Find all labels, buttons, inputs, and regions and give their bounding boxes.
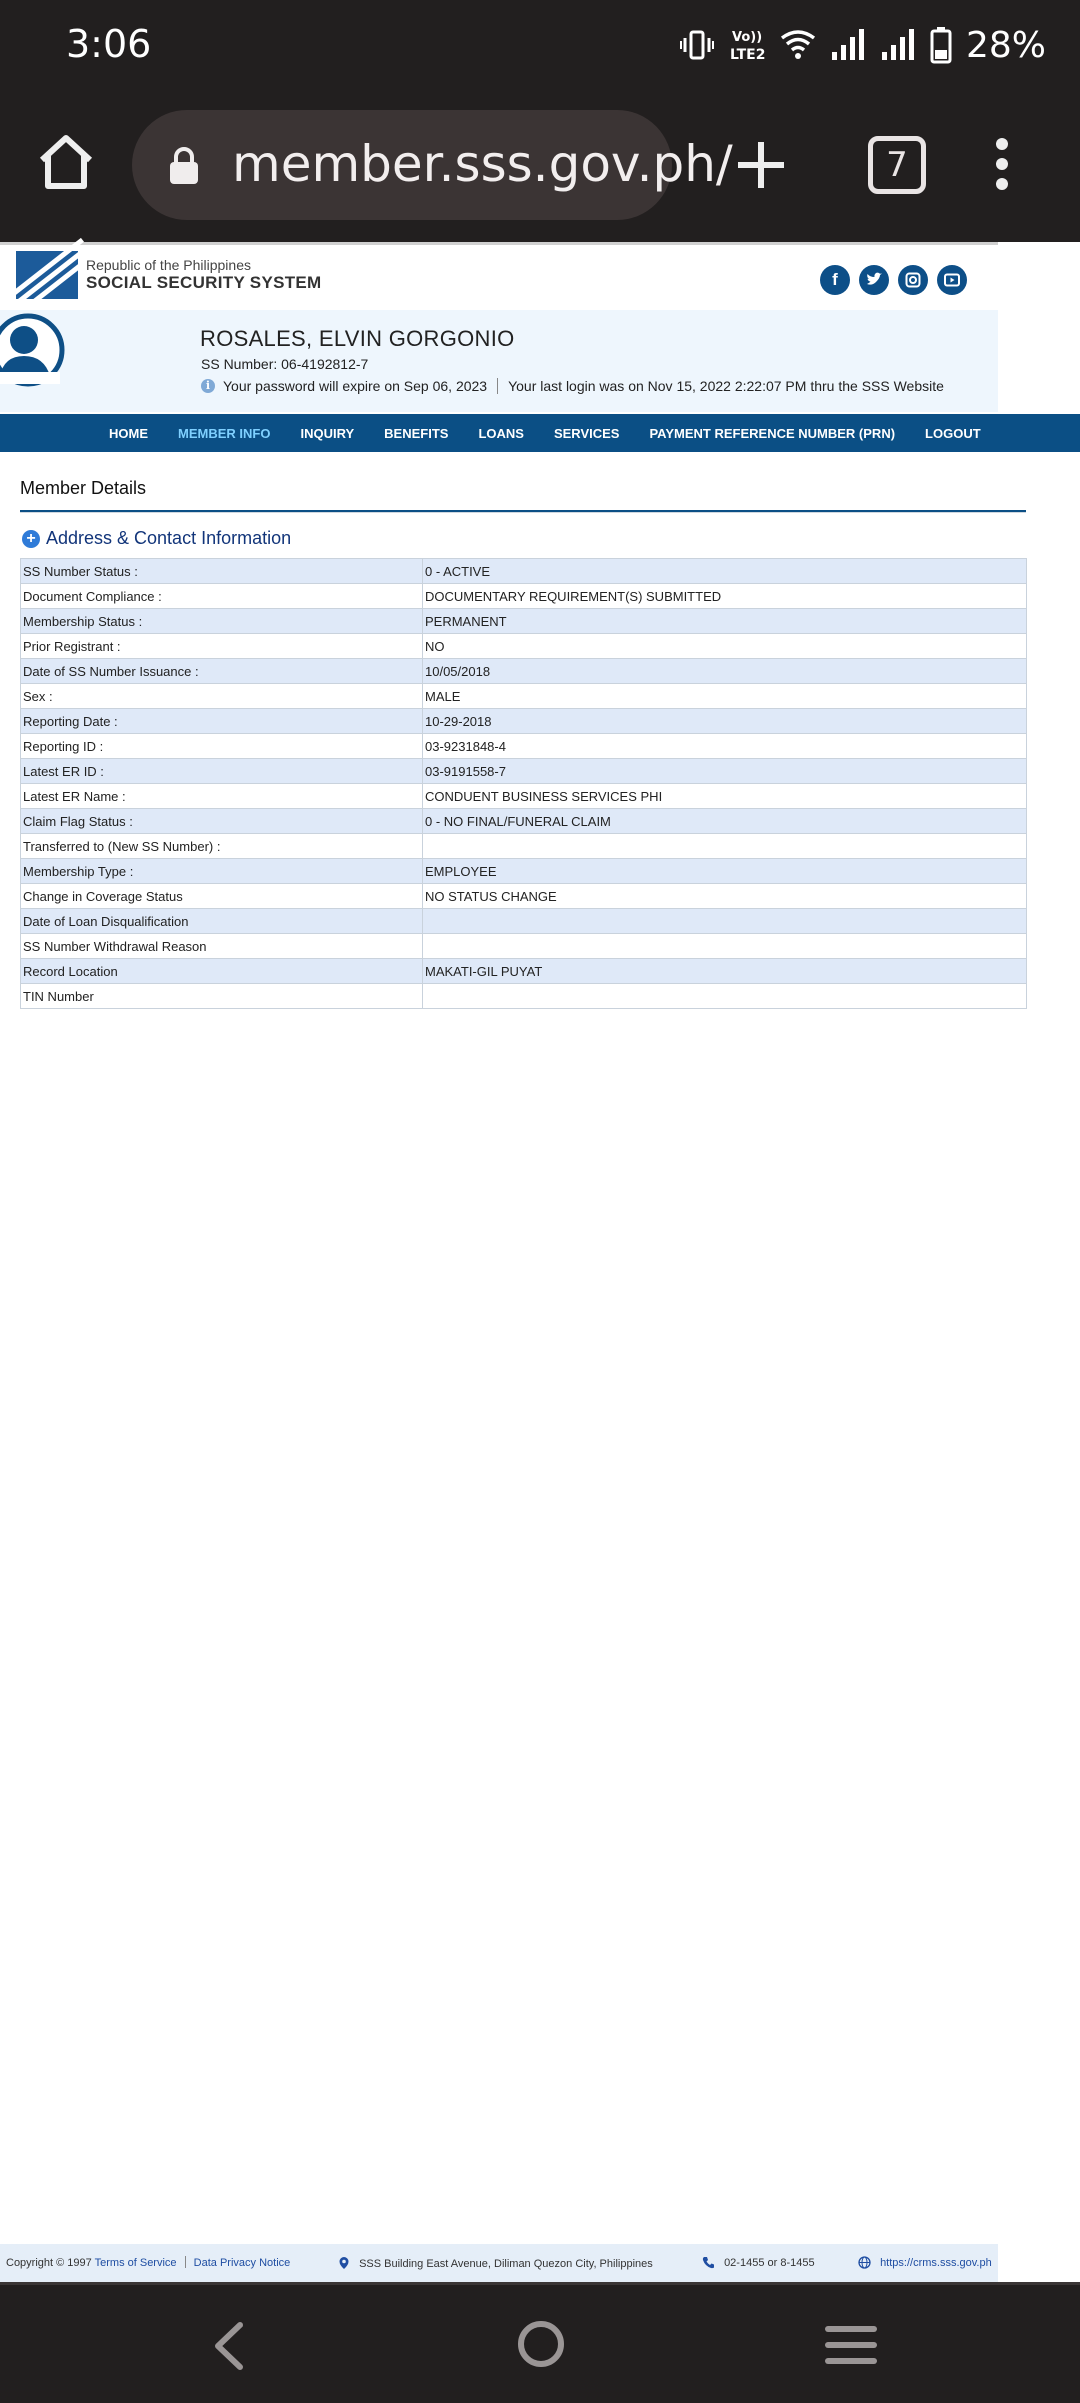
detail-value: 0 - NO FINAL/FUNERAL CLAIM <box>423 809 1027 834</box>
status-bar <box>0 0 1080 90</box>
nav-member-info[interactable]: MEMBER INFO <box>178 425 271 441</box>
logo-title: SOCIAL SECURITY SYSTEM <box>86 273 322 292</box>
nav-loans[interactable]: LOANS <box>478 425 524 441</box>
detail-label: Sex : <box>21 684 423 709</box>
footer-phone: 02-1455 or 8-1455 <box>724 2257 815 2269</box>
battery-icon <box>930 26 952 64</box>
nav-benefits[interactable]: BENEFITS <box>384 425 449 441</box>
svg-text:LTE2: LTE2 <box>729 47 766 63</box>
member-details-table <box>20 558 1027 1009</box>
detail-label: Membership Type : <box>21 859 423 884</box>
facebook-icon[interactable]: f <box>820 265 850 295</box>
detail-label: Change in Coverage Status <box>21 884 423 909</box>
instagram-icon[interactable] <box>898 265 928 295</box>
table-row <box>21 984 1027 1009</box>
page-title: Member Details <box>20 478 147 498</box>
terms-link[interactable]: Terms of Service <box>94 2257 177 2269</box>
table-row <box>21 759 1027 784</box>
table-row <box>21 909 1027 934</box>
avatar-icon <box>0 310 70 400</box>
tab-switcher-button[interactable]: 7 <box>868 136 926 194</box>
youtube-icon[interactable] <box>937 265 967 295</box>
detail-value <box>423 934 1027 959</box>
detail-label: Claim Flag Status : <box>21 809 423 834</box>
accordion-label[interactable]: Address & Contact Information <box>46 528 292 548</box>
detail-value: MALE <box>423 684 1027 709</box>
detail-label: Reporting Date : <box>21 709 423 734</box>
sss-logo[interactable] <box>16 251 322 299</box>
footer-address: SSS Building East Avenue, Diliman Quezon City, Philippines <box>359 2258 653 2270</box>
signal-icon <box>880 28 916 62</box>
wifi-icon <box>780 28 816 62</box>
table-row <box>21 884 1027 909</box>
address-contact-toggle[interactable] <box>22 528 291 549</box>
detail-value: PERMANENT <box>423 609 1027 634</box>
table-row <box>21 584 1027 609</box>
main-nav <box>0 414 1080 452</box>
detail-label: SS Number Withdrawal Reason <box>21 934 423 959</box>
ss-number: SS Number: 06-4192812-7 <box>201 356 369 372</box>
browser-toolbar <box>0 90 1080 242</box>
back-icon[interactable] <box>210 2321 246 2376</box>
detail-label: Transferred to (New SS Number) : <box>21 834 423 859</box>
more-options-icon[interactable] <box>992 134 1012 199</box>
status-time: 3:06 <box>66 22 152 66</box>
detail-label: Reporting ID : <box>21 734 423 759</box>
home-icon[interactable] <box>36 130 96 194</box>
detail-value <box>423 984 1027 1009</box>
privacy-link[interactable]: Data Privacy Notice <box>193 2257 291 2269</box>
detail-value: 0 - ACTIVE <box>423 559 1027 584</box>
last-login: Your last login was on Nov 15, 2022 2:22:07 PM thru the SSS Website <box>508 378 944 394</box>
detail-value: DOCUMENTARY REQUIREMENT(S) SUBMITTED <box>423 584 1027 609</box>
nav-prn[interactable]: PAYMENT REFERENCE NUMBER (PRN) <box>649 425 896 441</box>
globe-icon <box>858 2256 871 2272</box>
detail-value: NO STATUS CHANGE <box>423 884 1027 909</box>
web-page <box>0 242 1080 2282</box>
detail-label: TIN Number <box>21 984 423 1009</box>
member-name: ROSALES, ELVIN GORGONIO <box>200 326 515 351</box>
detail-label: Membership Status : <box>21 609 423 634</box>
signal-icon <box>830 28 866 62</box>
table-row <box>21 634 1027 659</box>
logo-subtitle: Republic of the Philippines <box>86 257 251 273</box>
nav-logout[interactable]: LOGOUT <box>925 425 981 441</box>
social-links <box>820 265 967 295</box>
status-icons <box>680 18 1080 72</box>
divider <box>20 512 1026 513</box>
volte-icon <box>728 26 766 64</box>
site-footer <box>0 2244 998 2282</box>
table-row <box>21 934 1027 959</box>
detail-label: Latest ER Name : <box>21 784 423 809</box>
twitter-icon[interactable] <box>859 265 889 295</box>
detail-label: Record Location <box>21 959 423 984</box>
detail-value: MAKATI-GIL PUYAT <box>423 959 1027 984</box>
sss-logo-icon <box>16 251 78 299</box>
detail-value: EMPLOYEE <box>423 859 1027 884</box>
detail-label: SS Number Status : <box>21 559 423 584</box>
recents-icon[interactable] <box>826 2323 876 2372</box>
nav-home[interactable]: HOME <box>109 425 148 441</box>
detail-label: Date of Loan Disqualification <box>21 909 423 934</box>
table-row <box>21 959 1027 984</box>
url-text[interactable]: member.sss.gov.ph/ <box>232 135 733 193</box>
detail-value: CONDUENT BUSINESS SERVICES PHI <box>423 784 1027 809</box>
detail-value: 10/05/2018 <box>423 659 1027 684</box>
table-row <box>21 809 1027 834</box>
system-nav-bar <box>0 2282 1080 2403</box>
svg-text:Vo)): Vo)) <box>731 30 763 45</box>
detail-label: Latest ER ID : <box>21 759 423 784</box>
home-circle-icon[interactable] <box>516 2319 566 2374</box>
lock-icon <box>168 146 200 191</box>
table-row <box>21 734 1027 759</box>
login-info <box>201 378 944 394</box>
nav-services[interactable]: SERVICES <box>553 425 620 441</box>
password-notice: Your password will expire on Sep 06, 2023 <box>223 378 488 394</box>
site-header <box>0 242 998 313</box>
battery-percent: 28% <box>965 24 1046 66</box>
nav-inquiry[interactable]: INQUIRY <box>300 425 355 441</box>
user-panel <box>0 310 998 412</box>
table-row <box>21 559 1027 584</box>
plus-circle-icon[interactable]: + <box>22 530 40 548</box>
detail-label: Document Compliance : <box>21 584 423 609</box>
detail-label: Date of SS Number Issuance : <box>21 659 423 684</box>
address-bar[interactable] <box>132 110 733 220</box>
vibrate-icon <box>680 28 714 62</box>
detail-value: 03-9231848-4 <box>423 734 1027 759</box>
detail-value <box>423 834 1027 859</box>
detail-value: NO <box>423 634 1027 659</box>
detail-label: Prior Registrant : <box>21 634 423 659</box>
detail-value: 10-29-2018 <box>423 709 1027 734</box>
table-row <box>21 684 1027 709</box>
info-icon: i <box>201 379 215 393</box>
phone-icon <box>702 2256 715 2272</box>
table-row <box>21 859 1027 884</box>
new-tab-icon[interactable] <box>730 134 792 201</box>
detail-value <box>423 909 1027 934</box>
table-row <box>21 784 1027 809</box>
table-row <box>21 709 1027 734</box>
location-pin-icon <box>338 2256 350 2273</box>
copyright-text: Copyright © 1997 <box>6 2257 92 2269</box>
table-row <box>21 609 1027 634</box>
detail-value: 03-9191558-7 <box>423 759 1027 784</box>
table-row <box>21 659 1027 684</box>
table-row <box>21 834 1027 859</box>
website-link[interactable]: https://crms.sss.gov.ph <box>880 2257 992 2269</box>
